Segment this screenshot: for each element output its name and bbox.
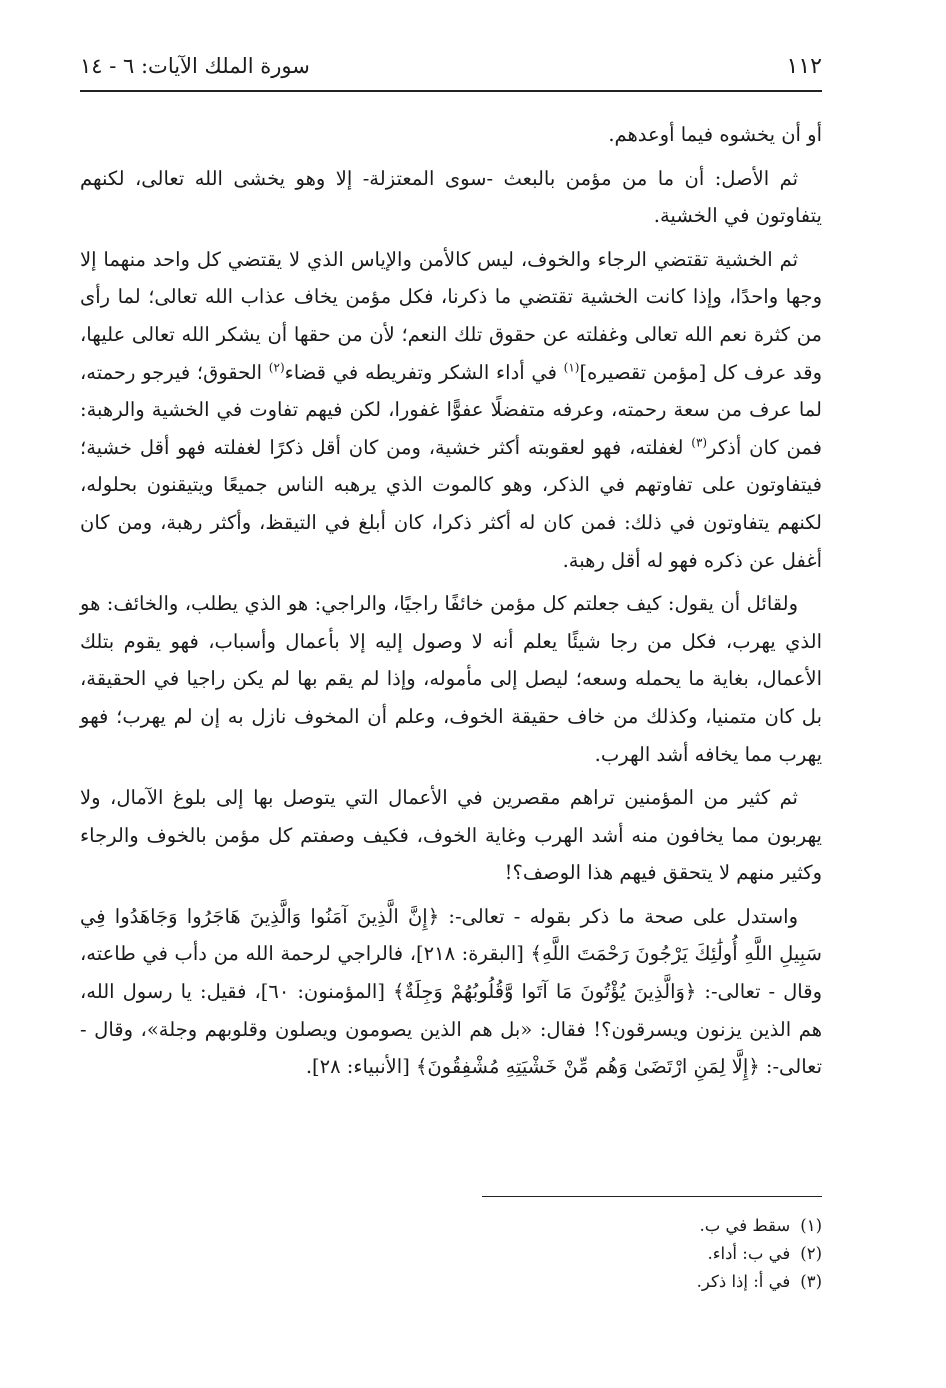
footnote-marker: (٣): [691, 435, 708, 450]
footnote-marker: (١): [563, 360, 580, 375]
paragraph-text: [البقرة: ٢١٨]، فالراجي لرحمة الله من دأب في طاعته، وقال - تعالى-:: [80, 942, 822, 1004]
footnote-number: (١): [800, 1216, 822, 1235]
footnote-number: (٣): [800, 1272, 822, 1291]
footnote-text: في ب: أداء.: [707, 1244, 791, 1263]
paragraph: [80, 241, 822, 579]
book-page: [80, 48, 822, 1368]
quran-verse: ﴿وَالَّذِينَ يُؤْتُونَ مَا آتَوا وَّقُلُوبُهُمْ وَجِلَةٌ﴾: [392, 980, 697, 1004]
paragraph-text: الحقوق؛ فيرجو رحمته، لما عرف من سعة رحمته، وعرفه متفضلًا عفوًّا غفورا، لكن فيهم تفاوت في الخشية والرهبة: فمن كان أذكر: [80, 360, 822, 459]
footnote: [80, 1268, 822, 1296]
paragraph-text: في أداء الشكر وتفريطه في قضاء: [284, 360, 564, 384]
footnote-text: سقط في ب.: [699, 1216, 791, 1235]
paragraph-text: [الأنبياء: ٢٨].: [305, 1055, 416, 1079]
footnote-number: (٢): [800, 1244, 822, 1263]
quran-verse: ﴿إِنَّ الَّذِينَ آمَنُوا وَالَّذِينَ هَاجَرُوا وَجَاهَدُوا فِي سَبِيلِ اللَّهِ أُولَٰئِكَ يَرْجُونَ رَحْمَتَ اللَّهِ﴾: [80, 904, 822, 966]
quran-verse: ﴿إِلَّا لِمَنِ ارْتَضَىٰ وَهُم مِّنْ خَشْيَتِهِ مُشْفِقُونَ﴾: [416, 1055, 760, 1079]
footnote: [80, 1212, 822, 1240]
paragraph-text: لغفلته، فهو لعقوبته أكثر خشية، ومن كان أقل ذكرًا لغفلته فهو أقل خشية؛ فيتفاوتون على تفاوتهم في الذكر، وهو كالموت الذي يرهبه الناس جميعًا ويتيقنون بحلوله، لكنهم يتفاوتون في ذلك: فمن كان له أكثر ذكرا، كان أبلغ في التيقظ، وأكثر رهبة، ومن كان أغفل عن ذكره فهو له أقل رهبة.: [80, 435, 822, 572]
paragraph: ثم كثير من المؤمنين تراهم مقصرين في الأعمال التي يتوصل بها إلى بلوغ الآمال، ولا يهربون مما يخافون منه أشد الهرب وغاية الخوف، فكيف وصفتم كل مؤمن بالخوف والرجاء وكثير منهم لا يتحقق فيهم هذا الوصف؟!: [80, 786, 822, 885]
footnote-separator: [482, 1196, 822, 1197]
page-header: [80, 48, 822, 92]
paragraph-text: ثم الخشية تقتضي الرجاء والخوف، ليس كالأمن والإياس الذي لا يقتضي كل واحد منهما إلا وجها واحدًا، وإذا كانت الخشية تقتضي ما ذكرنا، فكل مؤمن يخاف عذاب الله تعالى؛ لما رأى من كثرة نعم الله تعالى وغفلته عن حقوق تلك النعم؛ لأن من حقها أن يشكر الله تعالى عليها، وقد عرف كل [مؤمن تقصيره]: [80, 247, 823, 384]
paragraph: ثم الأصل: أن ما من مؤمن بالبعث -سوى المعتزلة- إلا وهو يخشى الله تعالى، لكنهم يتفاوتون في الخشية.: [80, 166, 822, 228]
paragraph-text: [المؤمنون: ٦٠]، فقيل: يا رسول الله، هم الذين يزنون ويسرقون؟! فقال: «بل هم الذين يصومون ويصلون وقلوبهم وجلة»، وقال - تعالى-:: [80, 980, 822, 1079]
footnotes: [80, 1212, 822, 1296]
footnote-marker: (٢): [268, 360, 285, 375]
running-title: سورة الملك الآيات: ٦ - ١٤: [80, 54, 310, 78]
paragraph: أو أن يخشوه فيما أوعدهم.: [608, 123, 822, 146]
paragraph: [80, 898, 822, 1086]
footnote: [80, 1240, 822, 1268]
paragraph-text: واستدل على صحة ما ذكر بقوله - تعالى-:: [439, 904, 798, 928]
main-text: [80, 116, 822, 1086]
footnote-text: في أ: إذا ذكر.: [696, 1272, 791, 1291]
paragraph: ولقائل أن يقول: كيف جعلتم كل مؤمن خائفًا راجيًا، والراجي: هو الذي يطلب، والخائف: هو الذي يهرب، فكل من رجا شيئًا يعلم أنه لا وصول إليه إلا بأعمال وأسباب، فهو يقوم بتلك الأعمال، بغاية ما يحمله وسعه؛ ليصل إلى مأموله، وإذا لم يقم بها لم يكن راجيا في الحقيقة، بل كان متمنيا، وكذلك من خاف حقيقة الخوف، وعلم أن المخوف نازل به إن لم يهرب؛ فهو يهرب مما يخافه أشد الهرب.: [80, 592, 822, 766]
page-number: ١١٢: [786, 54, 822, 79]
